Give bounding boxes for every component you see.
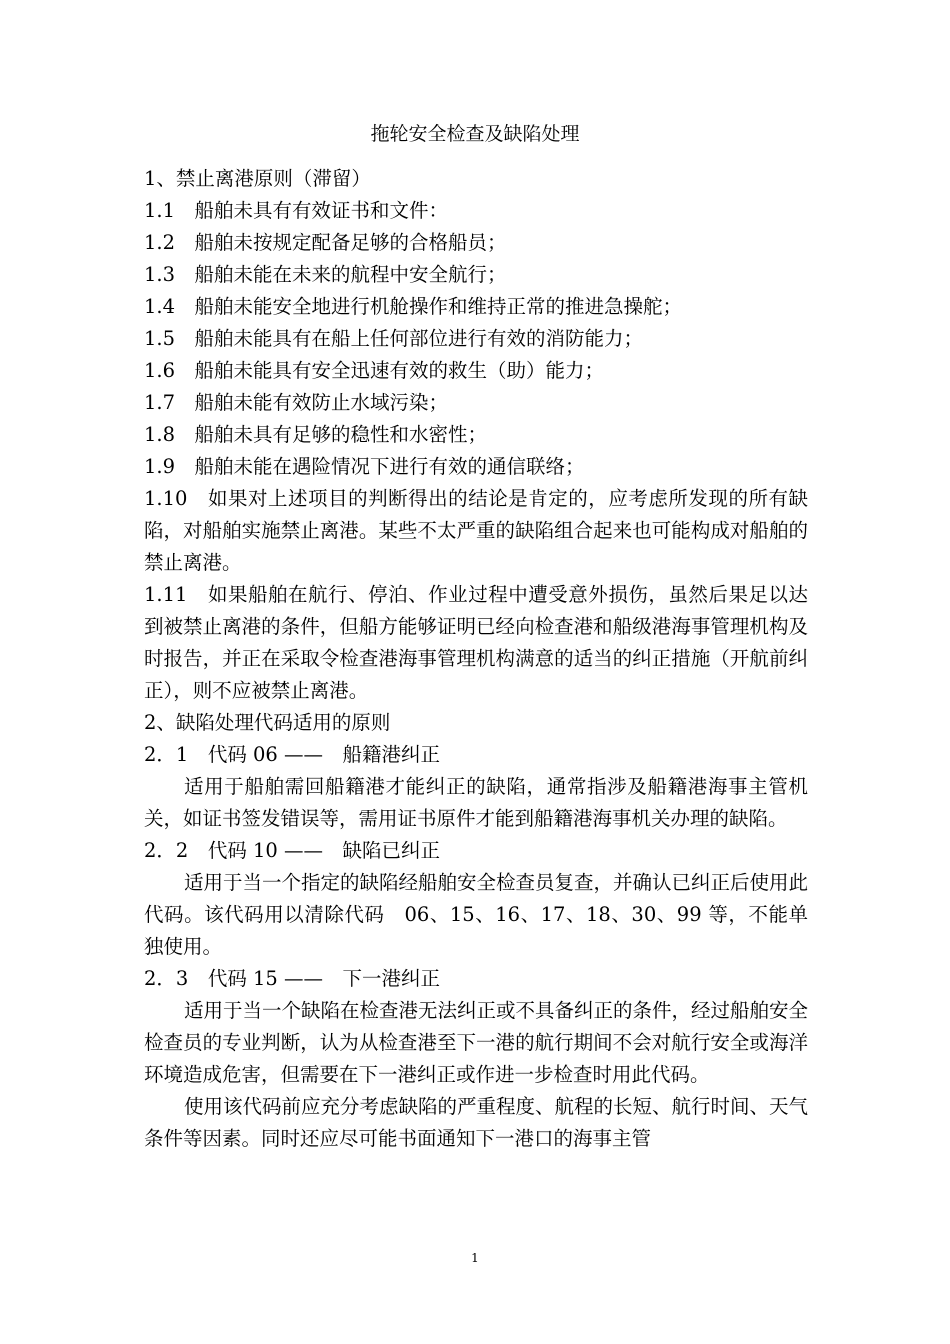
page-number: 1 bbox=[471, 1251, 479, 1265]
list-item-1-6: 1.6 船舶未能具有安全迅速有效的救生（助）能力； bbox=[144, 359, 605, 382]
paragraph-2-3: 适用于当一个缺陷在检查港无法纠正或不具备纠正的条件，经过船舶安全检查员的专业判断，认为从检查港至下一港的航行期间不会对航行安全或海洋环境造成危害，但需要在下一港纠正或作进一步检查时用此代码。 bbox=[144, 999, 809, 1086]
list-item-1-2: 1.2 船舶未按规定配备足够的合格船员； bbox=[144, 231, 507, 254]
subheading-2-2: 2．2 代码 10 —— 缺陷已纠正 bbox=[144, 839, 441, 862]
document-title: 拖轮安全检查及缺陷处理 bbox=[370, 123, 580, 145]
section-heading-1: 1、禁止离港原则（滞留） bbox=[144, 167, 371, 190]
paragraph-2-2: 适用于当一个指定的缺陷经船舶安全检查员复查，并确认已纠正后使用此代码。该代码用以清除代码 06、15、16、17、18、30、99 等，不能单独使用。 bbox=[144, 871, 809, 958]
paragraph-2-1: 适用于船舶需回船籍港才能纠正的缺陷，通常指涉及船籍港海事主管机关，如证书签发错误等，需用证书原件才能到船籍港海事机关办理的缺陷。 bbox=[144, 775, 808, 830]
subheading-2-3: 2．3 代码 15 —— 下一港纠正 bbox=[144, 967, 441, 990]
list-item-1-7: 1.7 船舶未能有效防止水域污染； bbox=[144, 391, 449, 414]
subheading-2-1: 2．1 代码 06 —— 船籍港纠正 bbox=[144, 743, 441, 766]
list-item-1-1: 1.1 船舶未具有有效证书和文件： bbox=[144, 199, 449, 222]
list-item-1-10: 1.10 如果对上述项目的判断得出的结论是肯定的，应考虑所发现的所有缺陷，对船舶实施禁止离港。某些不太严重的缺陷组合起来也可能构成对船舶的禁止离港。 bbox=[144, 487, 808, 574]
list-item-1-8: 1.8 船舶未具有足够的稳性和水密性； bbox=[144, 423, 488, 446]
list-item-1-9: 1.9 船舶未能在遇险情况下进行有效的通信联络； bbox=[144, 455, 585, 478]
list-item-1-3: 1.3 船舶未能在未来的航程中安全航行； bbox=[144, 263, 507, 286]
paragraph-2-3-continued: 使用该代码前应充分考虑缺陷的严重程度、航程的长短、航行时间、天气条件等因素。同时还应尽可能书面通知下一港口的海事主管 bbox=[144, 1095, 809, 1150]
document-body bbox=[144, 163, 808, 1155]
list-item-1-11: 1.11 如果船舶在航行、停泊、作业过程中遭受意外损伤，虽然后果足以达到被禁止离港的条件，但船方能够证明已经向检查港和船级港海事管理机构及时报告，并正在采取令检查港海事管理机构满意的适当的纠正措施（开航前纠正），则不应被禁止离港。 bbox=[144, 583, 808, 702]
section-heading-2: 2、缺陷处理代码适用的原则 bbox=[144, 711, 391, 734]
list-item-1-4: 1.4 船舶未能安全地进行机舱操作和维持正常的推进急操舵； bbox=[144, 295, 683, 318]
list-item-1-5: 1.5 船舶未能具有在船上任何部位进行有效的消防能力； bbox=[144, 327, 644, 350]
